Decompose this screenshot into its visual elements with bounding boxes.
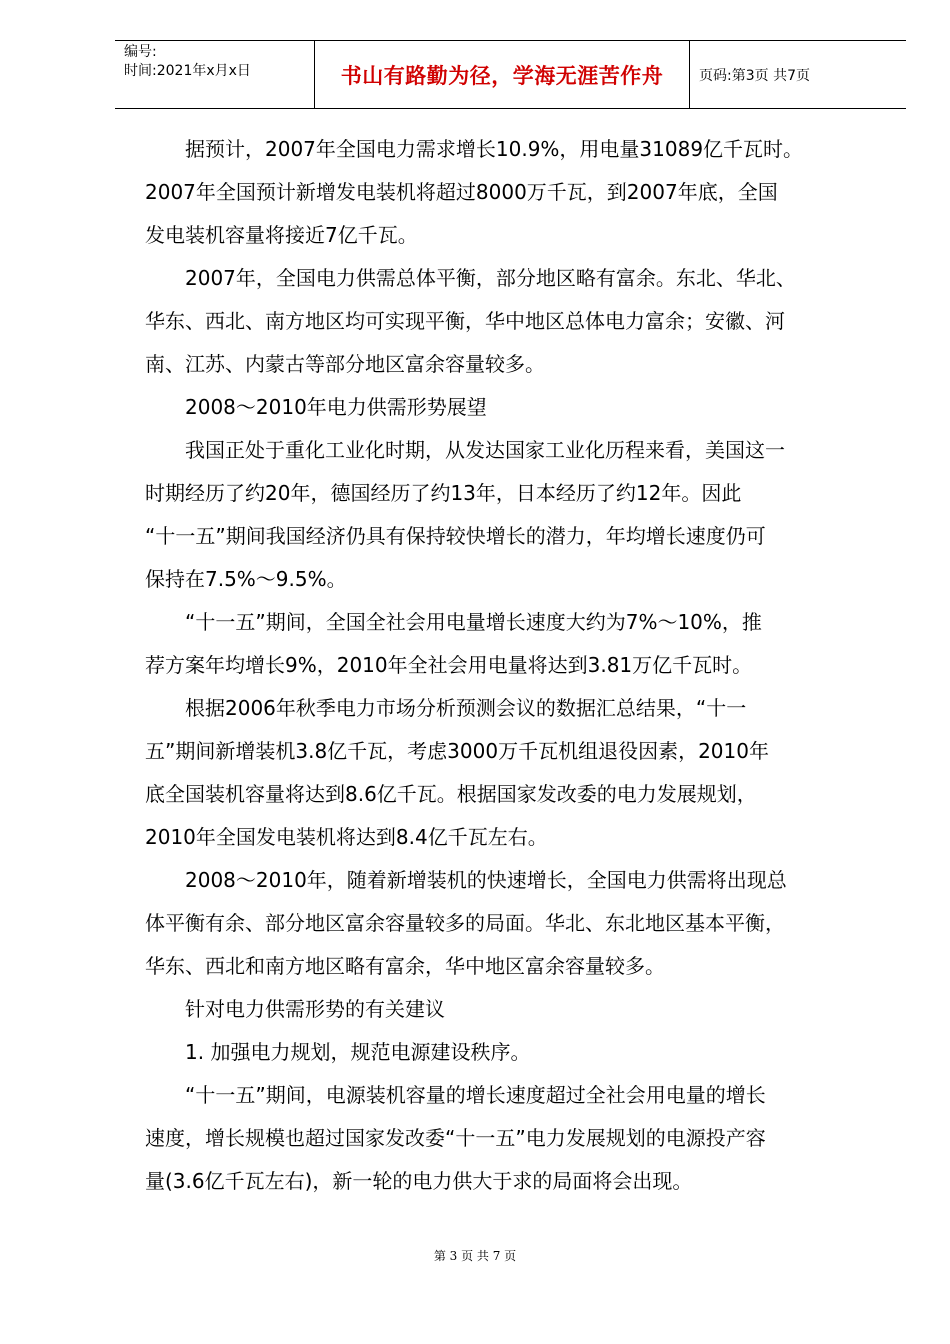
text-line: 发电装机容量将接近7亿千瓦。 <box>145 223 418 247</box>
text-line: 2007年，全国电力供需总体平衡，部分地区略有富余。东北、华北、 <box>145 266 796 290</box>
numbered-item: 1. 加强电力规划，规范电源建设秩序。 <box>145 1040 531 1064</box>
text-line: 时期经历了约20年，德国经历了约13年，日本经历了约12年。因此 <box>145 481 742 505</box>
text-line: 保持在7.5%～9.5%。 <box>145 567 347 591</box>
text-line: 体平衡有余、部分地区富余容量较多的局面。华北、东北地区基本平衡， <box>145 911 785 935</box>
text-line: “十一五”期间，电源装机容量的增长速度超过全社会用电量的增长 <box>145 1083 766 1107</box>
header-meta <box>115 41 315 108</box>
header-motto: 书山有路勤为径，学海无涯苦作舟 <box>315 41 690 108</box>
text-line: 量(3.6亿千瓦左右)，新一轮的电力供大于求的局面将会出现。 <box>145 1169 693 1193</box>
text-line: 2007年全国预计新增发电装机将超过8000万千瓦，到2007年底，全国 <box>145 180 778 204</box>
text-line: 根据2006年秋季电力市场分析预测会议的数据汇总结果，“十一 <box>145 696 747 720</box>
text-line: 五”期间新增装机3.8亿千瓦，考虑3000万千瓦机组退役因素，2010年 <box>145 739 769 763</box>
doc-number-label: 编号: <box>124 44 157 60</box>
doc-time-label: 时间:2021年x月x日 <box>124 63 251 79</box>
header-page-label: 页码:第3页 共7页 <box>699 67 810 84</box>
section-heading: 针对电力供需形势的有关建议 <box>145 997 445 1021</box>
text-line: 华东、西北、南方地区均可实现平衡，华中地区总体电力富余；安徽、河 <box>145 309 785 333</box>
text-line: 底全国装机容量将达到8.6亿千瓦。根据国家发改委的电力发展规划， <box>145 782 757 806</box>
text-line: 荐方案年均增长9%，2010年全社会用电量将达到3.81万亿千瓦时。 <box>145 653 753 677</box>
text-line: 华东、西北和南方地区略有富余，华中地区富余容量较多。 <box>145 954 665 978</box>
text-line: 2010年全国发电装机将达到8.4亿千瓦左右。 <box>145 825 548 849</box>
text-line: 据预计，2007年全国电力需求增长10.9%，用电量31089亿千瓦时。 <box>145 137 804 161</box>
text-line: “十一五”期间，全国全社会用电量增长速度大约为7%～10%，推 <box>145 610 762 634</box>
text-line: “十一五”期间我国经济仍具有保持较快增长的潜力，年均增长速度仍可 <box>145 524 766 548</box>
text-line: 我国正处于重化工业化时期，从发达国家工业化历程来看，美国这一 <box>145 438 785 462</box>
section-heading: 2008～2010年电力供需形势展望 <box>145 395 487 419</box>
document-body <box>145 128 895 1203</box>
page-footer: 第 3 页 共 7 页 <box>433 1249 517 1263</box>
text-line: 2008～2010年，随着新增装机的快速增长，全国电力供需将出现总 <box>145 868 787 892</box>
text-line: 速度，增长规模也超过国家发改委“十一五”电力发展规划的电源投产容 <box>145 1126 766 1150</box>
text-line: 南、江苏、内蒙古等部分地区富余容量较多。 <box>145 352 545 376</box>
page-header <box>115 40 906 109</box>
